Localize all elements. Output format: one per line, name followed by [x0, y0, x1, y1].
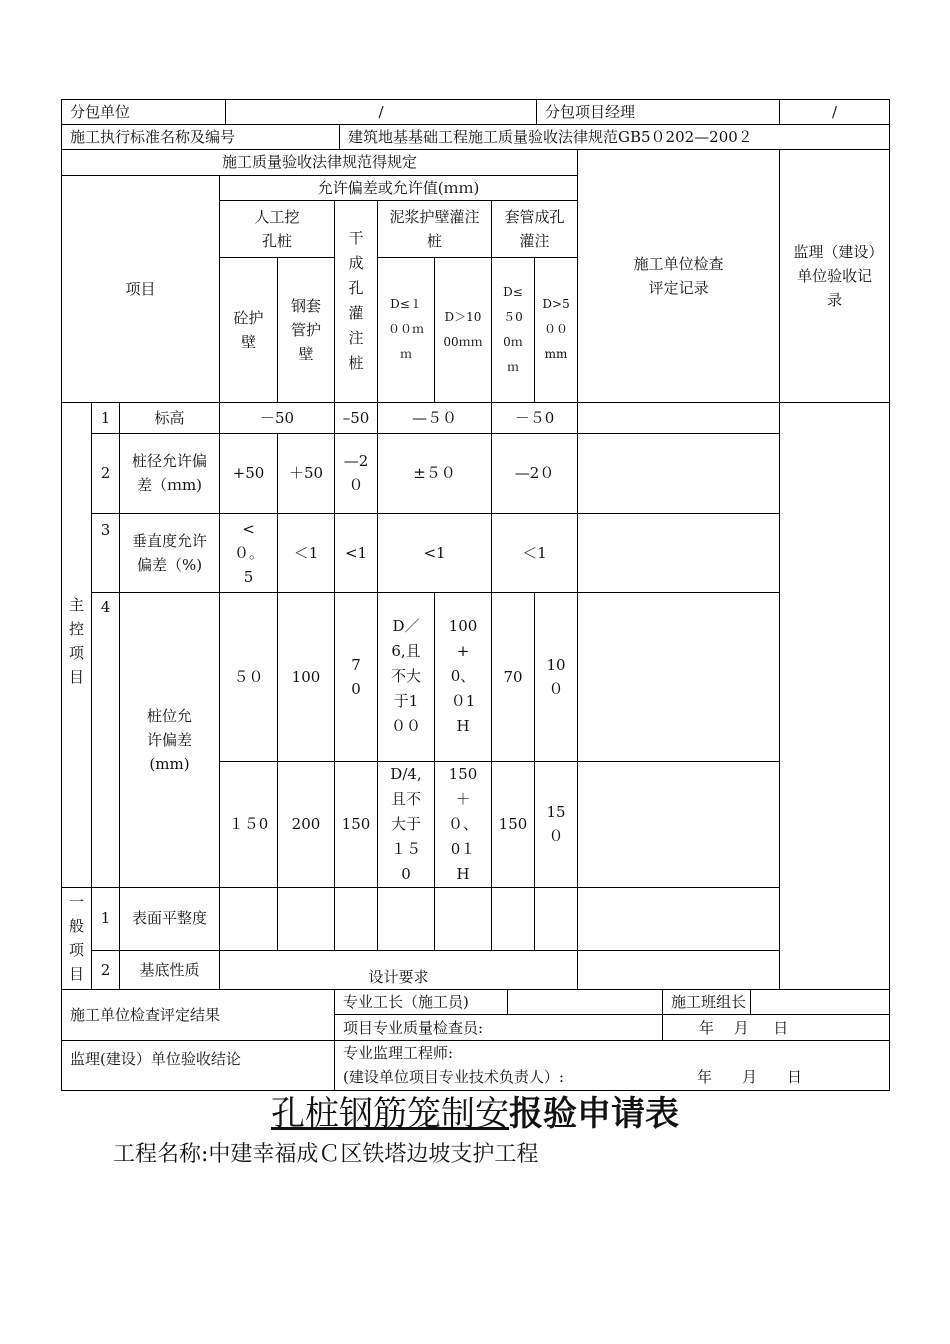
general-1-no: 1	[92, 887, 120, 950]
general-1-c1	[220, 887, 278, 950]
general-2-name: 基底性质	[120, 950, 220, 989]
row-2-steel: ＋50	[278, 433, 335, 513]
owner-signature-line	[343, 1065, 885, 1089]
row-3-dry: <1	[335, 513, 378, 592]
row-4b-steel: 200	[278, 761, 335, 887]
general-1-c3	[335, 887, 378, 950]
row-4b-casing-large: 15０	[535, 761, 578, 887]
row-1-dry: –50	[335, 402, 378, 433]
general-2-value: 设计要求	[220, 950, 578, 989]
row-2-no: 2	[92, 433, 120, 513]
foreman-label: 专业工长（施工员)	[335, 990, 508, 1015]
header-table	[61, 99, 890, 150]
row-1-casing: －５0	[492, 402, 578, 433]
team-leader-label: 施工班组长	[663, 990, 751, 1015]
row-1-mud: —５０	[378, 402, 492, 433]
main-group-label: 主控项目	[62, 402, 92, 887]
general-1-c4	[378, 887, 435, 950]
title-part-1: 孔桩钢筋笼制安	[271, 1094, 509, 1134]
contractor-result-label: 施工单位检查评定结果	[62, 990, 335, 1041]
row-2-name: 桩径允许偏差（ｍm)	[120, 433, 220, 513]
qc-inspector-label: 项目专业质量检查员:	[335, 1015, 663, 1041]
spec-table	[61, 150, 890, 990]
owner-tech-label: (建设单位项目专业技术负责人）:	[343, 1068, 564, 1086]
project-name: 工程名称:中建幸福成Ｃ区铁塔边坡支护工程	[113, 1142, 539, 1167]
general-1-c5	[435, 887, 492, 950]
row-3-no: 3	[92, 513, 120, 592]
row-1-check	[578, 402, 780, 433]
item-label: 项目	[62, 175, 220, 402]
row-4a-casing-large: 10０	[535, 592, 578, 761]
general-group-label: 一般项目	[62, 887, 92, 989]
row-4b-concrete: １５0	[220, 761, 278, 887]
tolerance-title: 允许偏差或允许值(ｍｍ)	[220, 175, 578, 200]
inspection-form	[61, 99, 889, 1091]
dry-pile-header: 干成孔灌注桩	[335, 200, 378, 402]
manual-pile-header: 人工挖孔桩	[220, 200, 335, 257]
general-1-c6	[492, 887, 535, 950]
row-3-concrete: <０。5	[220, 513, 278, 592]
standard-value: 建筑地基基础工程施工质量验收法律规范GB5０202—200２	[340, 125, 890, 150]
row-4a-mud-large: 100+0、０1H	[435, 592, 492, 761]
general-1-check	[578, 887, 780, 950]
date-1: 年 月 日	[663, 1015, 890, 1041]
row-4b-casing-small: 150	[492, 761, 535, 887]
row-1-name: 标高	[120, 402, 220, 433]
row-4b-check	[578, 761, 780, 887]
row-4-no: 4	[92, 592, 120, 887]
subcontractor-value: /	[226, 100, 537, 125]
supervisor-sign-cell	[335, 1041, 890, 1091]
team-leader-value	[751, 990, 890, 1015]
row-4a-concrete: ５０	[220, 592, 278, 761]
row-2-check	[578, 433, 780, 513]
supervisor-accept-header: 监理（建设）单位验收记录	[780, 150, 890, 402]
row-4a-dry: 70	[335, 592, 378, 761]
row-3-check	[578, 513, 780, 592]
row-1-no: 1	[92, 402, 120, 433]
row-2-dry: —2０	[335, 433, 378, 513]
general-2-no: 2	[92, 950, 120, 989]
row-2-concrete: +50	[220, 433, 278, 513]
general-1-name: 表面平整度	[120, 887, 220, 950]
sub-pm-value: /	[780, 100, 890, 125]
general-2-check	[578, 950, 780, 989]
sub-pm-label: 分包项目经理	[537, 100, 780, 125]
concrete-wall-header: 砼护壁	[220, 257, 278, 402]
row-3-casing: ＜1	[492, 513, 578, 592]
document-title	[0, 1092, 950, 1136]
row-2-casing: —2０	[492, 433, 578, 513]
general-1-c7	[535, 887, 578, 950]
row-4a-check	[578, 592, 780, 761]
steel-casing-wall-header: 钢套管护壁	[278, 257, 335, 402]
supervisor-engineer-label: 专业监理工程师:	[343, 1044, 454, 1062]
contractor-check-header: 施工单位检查评定记录	[578, 150, 780, 402]
general-1-c2	[278, 887, 335, 950]
row-4b-mud-large: 150＋０、0１H	[435, 761, 492, 887]
foreman-value	[508, 990, 663, 1015]
date-2: 年 月 日	[697, 1068, 803, 1086]
casing-small-header: D≤５00ｍｍ	[492, 257, 535, 402]
footer-table	[61, 990, 890, 1092]
casing-pile-header: 套管成孔灌注	[492, 200, 578, 257]
row-4-name: 桩位允许偏差(mm)	[120, 592, 220, 887]
row-3-name: 垂直度允许偏差（%)	[120, 513, 220, 592]
row-4b-mud-small: D/4,且不大于１５0	[378, 761, 435, 887]
subcontractor-label: 分包单位	[62, 100, 226, 125]
mud-large-header: D＞1000ｍｍ	[435, 257, 492, 402]
row-4a-steel: 100	[278, 592, 335, 761]
supervisor-accept-cell	[780, 402, 890, 989]
casing-large-header: D>5００mm	[535, 257, 578, 402]
mud-pile-header: 泥浆护壁灌注桩	[378, 200, 492, 257]
row-1-manual: －50	[220, 402, 335, 433]
row-4a-mud-small: D／6,且不大于1００	[378, 592, 435, 761]
row-3-mud: <1	[378, 513, 492, 592]
row-2-mud: ±５０	[378, 433, 492, 513]
title-part-2: 报验申请表	[509, 1094, 679, 1134]
row-3-steel: ＜1	[278, 513, 335, 592]
spec-title: 施工质量验收法律规范得规定	[62, 150, 578, 175]
mud-small-header: D≤１００ｍｍ	[378, 257, 435, 402]
supervisor-conclusion-label: 监理(建设）单位验收结论	[62, 1041, 335, 1091]
row-4b-dry: 150	[335, 761, 378, 887]
row-4a-casing-small: 70	[492, 592, 535, 761]
standard-label: 施工执行标准名称及编号	[62, 125, 340, 150]
